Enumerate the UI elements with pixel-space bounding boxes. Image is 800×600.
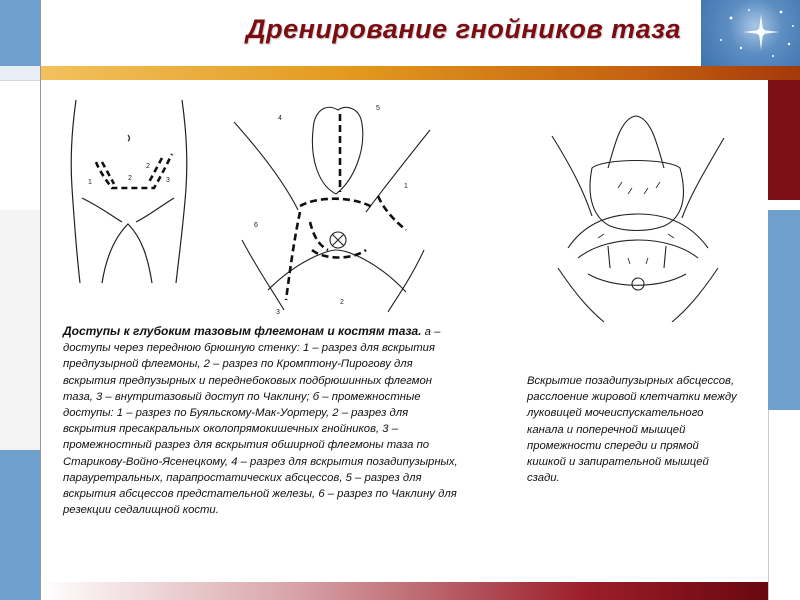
figure-a-label: 1 (88, 179, 92, 186)
figure-a-label: 3 (166, 177, 170, 184)
figure-b-incision-4 (300, 199, 374, 208)
caption-left-body: а – доступы через переднюю брюшную стенку: 1 – разрез для вскрытия предпузырной флегмоны, 2 – разрез по Кромптону-Пирогову для вскрытия предпузырных и переднебоковых подбрюшинных флегмон таза, 3 – внутритазовый доступ по Чаклину; б – промежностные доступы: 1 – разрез по Буяльскому-Мак-Уортеру, 2 – разрез для вскрытия пресакральных околопрямокишечных гнойников, 3 – промежностный разрез для вскрытия обширной флегмоны таза по Старикову-Войно-Ясенецкому, 4 – разрез для вскрытия позадипузырных, парауретральных, парапростатических абсцессов, 5 – разрез для вскрытия абсцессов предстательной железы, 6 – разрез по Чаклину для резекции седалищной кости. (63, 326, 458, 517)
header-gold-bar (41, 66, 800, 80)
figure-a-navel (128, 135, 130, 141)
left-decor-block-bottom (0, 450, 40, 600)
figure-b-label: 2 (340, 299, 344, 306)
figure-a-right-outline (176, 100, 187, 283)
figure-b-perineal-approaches (228, 100, 438, 318)
figure-a-abdominal-approaches (62, 98, 202, 288)
left-decor-block-band (0, 66, 40, 80)
left-decor-column (0, 0, 40, 600)
figure-a-label: 2 (146, 163, 150, 170)
right-decor-gap (768, 200, 800, 210)
slide-header (41, 0, 800, 66)
right-decor-column (768, 80, 800, 600)
figure-b-label: 6 (254, 222, 258, 229)
figure-b-label: 4 (278, 115, 282, 122)
figure-c-retrovesical-opening (548, 108, 728, 323)
caption-left-heading: Доступы к глубоким тазовым флегмонам и костям таза. (63, 324, 422, 338)
figure-a-label: 2 (128, 175, 132, 182)
figure-b-incision-1 (378, 196, 406, 230)
figure-b-scrotum (312, 107, 362, 194)
left-decor-block-white (0, 80, 40, 211)
figure-b-label: 5 (376, 105, 380, 112)
figure-b-incision-6 (286, 212, 300, 300)
right-decor-block-white (768, 410, 800, 600)
figure-b-label: 1 (404, 183, 408, 190)
caption-left (63, 323, 463, 518)
figure-b-label: 3 (276, 309, 280, 316)
left-decor-block-grey (0, 210, 40, 450)
sparkle-decoration (701, 0, 800, 66)
right-decor-block-red (768, 80, 800, 200)
figure-a-left-outline (71, 100, 80, 283)
figure-b-incision-3 (310, 222, 328, 250)
left-decor-block-top (0, 0, 40, 66)
figure-a-thigh-line (102, 224, 152, 283)
right-decor-block-blue (768, 210, 800, 410)
caption-right (527, 373, 737, 486)
slide-title: Дренирование гнойников таза (246, 14, 681, 44)
caption-right-body: Вскрытие позадипузырных абсцессов, расслоение жировой клетчатки между луковицей мочеиспускательного канала и поперечной мышцей промежности спереди и прямой кишкой и запирательной мышцей сзади. (527, 375, 737, 485)
left-vertical-rule (40, 0, 41, 600)
sparkle-icon (701, 0, 800, 66)
footer-gradient-bar (41, 582, 768, 600)
figure-c-anus (632, 278, 644, 290)
